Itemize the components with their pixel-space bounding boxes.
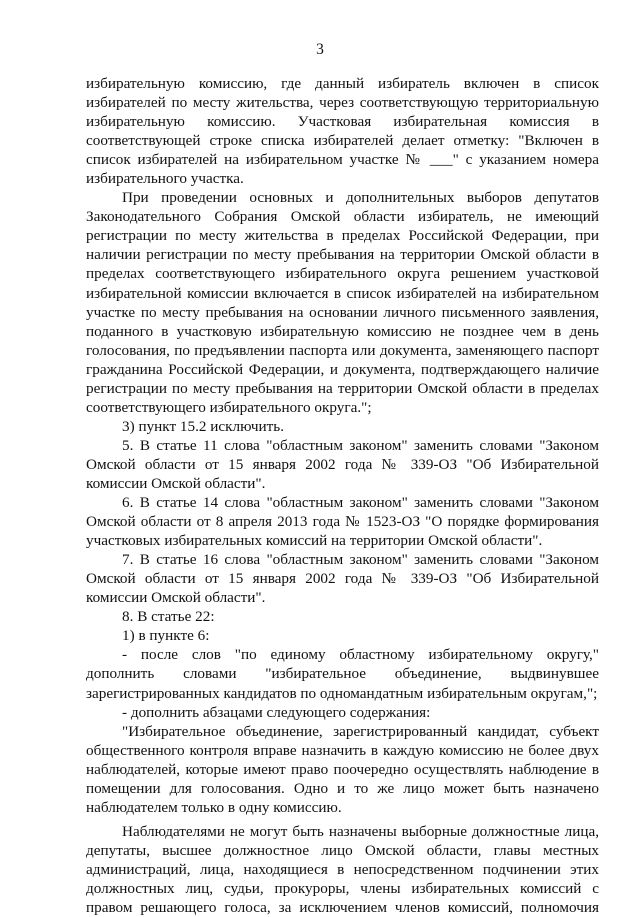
text-line: регистрации по месту жительства в пределах Российской Федерации, при bbox=[86, 227, 599, 245]
text-line: 8. В статье 22: bbox=[122, 608, 215, 626]
text-line: Омской области от 15 января 2002 года № 339-ОЗ "Об Избирательной bbox=[86, 455, 599, 473]
text-line: 3) пункт 15.2 исключить. bbox=[122, 417, 285, 435]
text-line: пределах соответствующего избирательного округа решением участковой bbox=[86, 265, 599, 283]
text-line: комиссии Омской области". bbox=[86, 474, 266, 492]
text-line: Омской области от 15 января 2002 года № 339-ОЗ "Об Избирательной bbox=[86, 570, 599, 588]
text-line: регистрации по месту пребывания на территории Омской области в пределах bbox=[86, 379, 599, 397]
text-line: избирателей по месту жительства, через соответствующую территориальную bbox=[86, 94, 599, 112]
text-line: При проведении основных и дополнительных выборов депутатов bbox=[122, 189, 599, 207]
text-line: администраций, лица, находящиеся в непосредственном подчинении этих bbox=[86, 860, 599, 878]
text-line: наблюдателей, которые имеют право поочередно осуществлять наблюдение в bbox=[86, 760, 599, 778]
text-line: избирательную комиссию, где данный избиратель включен в список bbox=[86, 75, 599, 92]
text-line: голосования, по предъявлении паспорта или документа, заменяющего паспорт bbox=[86, 341, 599, 359]
text-line: участке по месту пребывания на основании личного письменного заявления, bbox=[86, 303, 599, 321]
text-line: помещении для голосования. Одно и то же лицо может быть назначено bbox=[86, 779, 599, 797]
text-line: 7. В статье 16 слова "областным законом" заменить словами "Законом bbox=[122, 551, 599, 569]
text-line: комиссии Омской области". bbox=[86, 589, 266, 607]
text-line: поданного в участковую избирательную комиссию не позднее чем в день bbox=[86, 322, 599, 340]
text-line: избирательного участка. bbox=[86, 170, 244, 188]
text-line: 6. В статье 14 слова "областным законом" заменить словами "Законом bbox=[122, 494, 599, 512]
text-line: Законодательного Собрания Омской области избиратель, не имеющий bbox=[86, 208, 599, 226]
text-line: должностных лиц, судьи, прокуроры, члены избирательных комиссий с bbox=[86, 879, 599, 897]
text-line: избирательной комиссии включается в список избирателей на избирательном bbox=[86, 284, 599, 302]
text-line: депутаты, высшее должностное лицо Омской области, главы местных bbox=[86, 841, 599, 859]
text-line: общественного контроля вправе назначить в каждую комиссию не более двух bbox=[86, 741, 599, 759]
text-line: 1) в пункте 6: bbox=[122, 627, 210, 645]
document-body bbox=[86, 74, 599, 917]
text-line: Наблюдателями не могут быть назначены выборные должностные лица, bbox=[122, 822, 599, 840]
text-line: правом решающего голоса, за исключением членов комиссий, полномочия bbox=[86, 899, 599, 917]
text-line: - дополнить абзацами следующего содержания: bbox=[122, 703, 431, 721]
text-line: наличии регистрации по месту пребывания на территории Омской области в bbox=[86, 246, 599, 264]
page-number: 3 bbox=[316, 41, 324, 58]
text-line: "Избирательное объединение, зарегистрированный кандидат, субъект bbox=[122, 722, 599, 740]
text-line: соответствующего избирательного округа."; bbox=[86, 398, 372, 416]
text-line: - после слов "по единому областному избирательному округу," bbox=[122, 646, 599, 664]
text-line: Омской области от 8 апреля 2013 года № 1523-ОЗ "О порядке формирования bbox=[86, 513, 599, 531]
text-line: участковых избирательных комиссий на территории Омской области". bbox=[86, 532, 543, 550]
text-line: наблюдателем только в одну комиссию. bbox=[86, 798, 342, 816]
text-line: соответствующей строке списка избирателей делает отметку: "Включен в bbox=[86, 132, 599, 150]
text-line: гражданина Российской Федерации, и документа, подтверждающего наличие bbox=[86, 360, 599, 378]
text-line: дополнить словами "избирательное объединение, выдвинувшее bbox=[86, 665, 599, 683]
text-line: избирательную комиссию. Участковая избирательная комиссия в bbox=[86, 113, 599, 131]
text-line: зарегистрированных кандидатов по одномандатным избирательным округам,"; bbox=[86, 684, 598, 702]
text-line: 5. В статье 11 слова "областным законом" заменить словами "Законом bbox=[122, 436, 599, 454]
text-line: список избирателей на избирательном участке № ___" с указанием номера bbox=[86, 151, 599, 169]
